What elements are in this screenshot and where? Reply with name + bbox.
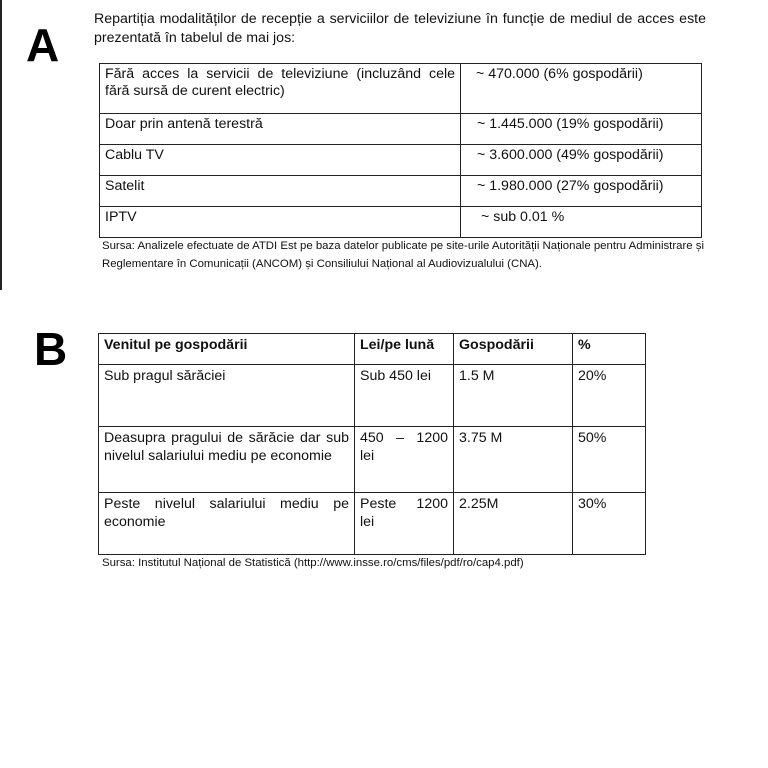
table-row bbox=[99, 365, 646, 427]
table-row bbox=[100, 114, 702, 145]
column-header-percent: % bbox=[573, 334, 646, 365]
table-row bbox=[100, 145, 702, 176]
households-cell: 3.75 M bbox=[454, 427, 573, 493]
lei-per-month-cell: Sub 450 lei bbox=[355, 365, 454, 427]
households-value-cell: ~ 3.600.000 (49% gospodării) bbox=[461, 145, 702, 176]
households-value-cell: ~ sub 0.01 % bbox=[461, 207, 702, 238]
table-row bbox=[99, 427, 646, 493]
section-a-letter: A bbox=[26, 19, 60, 71]
percent-cell: 50% bbox=[573, 427, 646, 493]
access-mode-cell: Fără acces la servicii de televiziune (incluzând cele fără sursă de curent electric) bbox=[100, 64, 461, 114]
access-mode-cell: Cablu TV bbox=[100, 145, 461, 176]
households-value-cell: ~ 470.000 (6% gospodării) bbox=[461, 64, 702, 114]
lei-per-month-cell: 450 – 1200 lei bbox=[355, 427, 454, 493]
percent-cell: 20% bbox=[573, 365, 646, 427]
tv-access-table bbox=[99, 63, 702, 238]
income-level-cell: Sub pragul sărăciei bbox=[99, 365, 355, 427]
section-a-source-note: Sursa: Analizele efectuate de ATDI Est pe baza datelor publicate pe site-urile Autorității Naționale pentru Administrare și Reglementare în Comunicații (ANCOM) și Consiliului Național al Audiovizualului (CNA). bbox=[102, 240, 704, 270]
table-row bbox=[100, 64, 702, 114]
lei-per-month-cell: Peste 1200 lei bbox=[355, 493, 454, 555]
income-level-cell: Peste nivelul salariului mediu pe economie bbox=[99, 493, 355, 555]
household-income-table bbox=[98, 333, 646, 555]
table-row bbox=[100, 176, 702, 207]
access-mode-cell: Doar prin antenă terestră bbox=[100, 114, 461, 145]
table-row bbox=[99, 493, 646, 555]
households-value-cell: ~ 1.445.000 (19% gospodării) bbox=[461, 114, 702, 145]
column-header-lei-per-month: Lei/pe lună bbox=[355, 334, 454, 365]
access-mode-cell: IPTV bbox=[100, 207, 461, 238]
column-header-households: Gospodării bbox=[454, 334, 573, 365]
left-margin-rule bbox=[0, 0, 2, 290]
table-row bbox=[100, 207, 702, 238]
section-b-source-note: Sursa: Institutul Național de Statistică (http://www.insse.ro/cms/files/pdf/ro/cap4.pdf) bbox=[102, 557, 524, 569]
income-level-cell: Deasupra pragului de sărăcie dar sub nivelul salariului mediu pe economie bbox=[99, 427, 355, 493]
households-cell: 1.5 M bbox=[454, 365, 573, 427]
section-a-intro: Repartiția modalităților de recepție a serviciilor de televiziune în funcție de mediul de acces este prezentată în tabelul de mai jos: bbox=[94, 11, 706, 46]
access-mode-cell: Satelit bbox=[100, 176, 461, 207]
column-header-income: Venitul pe gospodării bbox=[99, 334, 355, 365]
households-cell: 2.25M bbox=[454, 493, 573, 555]
percent-cell: 30% bbox=[573, 493, 646, 555]
table-header-row bbox=[99, 334, 646, 365]
households-value-cell: ~ 1.980.000 (27% gospodării) bbox=[461, 176, 702, 207]
section-b-letter: B bbox=[34, 323, 68, 375]
